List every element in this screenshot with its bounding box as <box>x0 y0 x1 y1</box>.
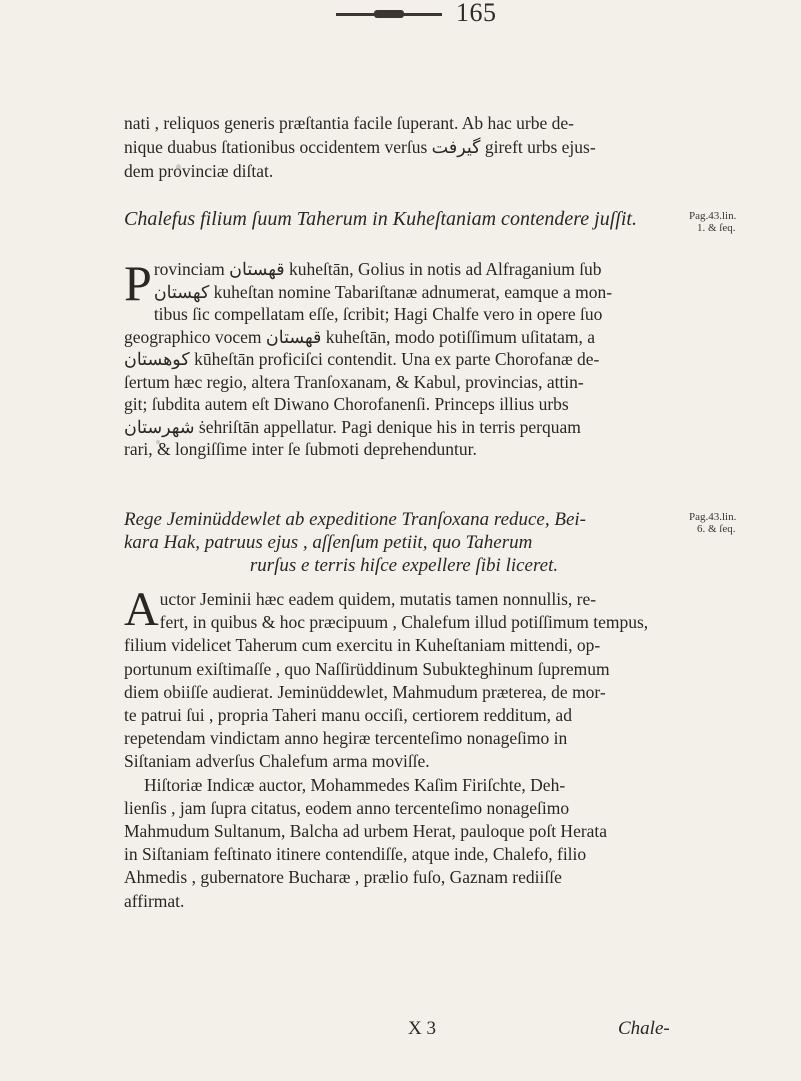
side-note-2: Pag.43.lin. 6. & ſeq. <box>689 511 737 535</box>
paragraph-line: geographico vocem قهستان kuheſtān, modo potiſſimum uſitatam, a <box>124 326 596 347</box>
drop-cap: A <box>124 583 159 636</box>
paragraph-line: nati , reliquos generis præſtantia facile ſuperant. Ab hac urbe de- <box>124 113 574 133</box>
paragraph-line: Siſtaniam adverſus Chalefum arma moviſſe. <box>124 751 430 772</box>
paragraph-line: portunum exiſtimaſſe , quo Naſſirüddinum Subukteghinum ſupremum <box>124 658 610 679</box>
paragraph-line: rovinciam قهستان kuheſtān, Golius in notis ad Alfraganium ſub <box>153 259 602 279</box>
paragraph-line: tibus ſic compellatam eſſe, ſcribit; Hagi Chalfe vero in opere ſuo <box>153 304 603 324</box>
side-note-1: Pag.43.lin. 1. & ſeq. <box>689 210 737 234</box>
paragraph-line: fert, in quibus & hoc præcipuum , Chalefum illud potiſſimum tempus, <box>159 612 649 633</box>
paragraph-line: شهرستان ṡehriſtān appellatur. Pagi denique his in terris perquam <box>124 416 581 437</box>
paragraph-3 <box>124 583 684 913</box>
paragraph-line: Ahmedis , gubernatore Bucharæ , prælio fuſo, Gaznam rediiſſe <box>124 867 562 888</box>
paragraph-2 <box>124 255 684 461</box>
paragraph-line: filium videlicet Taherum cum exercitu in Kuheſtaniam mittendi, op- <box>124 635 601 656</box>
paragraph-line: repetendam vindictam anno hegiræ tercenteſimo nonageſimo in <box>124 728 568 749</box>
catchword: Chale- <box>618 1018 670 1039</box>
paragraph-line: rari, & longiſſime inter ſe ſubmoti deprehenduntur. <box>124 439 477 459</box>
paragraph-line: in Siſtaniam feſtinato itinere contendiſſe, atque inde, Chalefo, filio <box>124 844 587 865</box>
paragraph-line: nique duabus ſtationibus occidentem verſus گيرفت gireft urbs ejus- <box>124 137 596 157</box>
paragraph-line: Hiſtoriæ Indicæ auctor, Mohammedes Kaſim Firiſchte, Deh- <box>144 774 566 795</box>
paragraph-line: git; ſubdita autem eſt Diwano Chorofanenſi. Princeps illius urbs <box>124 394 569 414</box>
ink-speck <box>176 164 181 170</box>
paragraph-line: كهستان kuheſtan nomine Tabariſtanæ adnumerat, eamque a mon- <box>153 281 613 302</box>
page-number: 165 <box>456 0 497 27</box>
paragraph-line: Mahmudum Sultanum, Balcha ad urbem Herat, pauloque poſt Herata <box>124 821 608 842</box>
paragraph-1 <box>124 111 684 183</box>
ink-speck <box>156 440 160 444</box>
signature-mark: X 3 <box>408 1018 436 1039</box>
section-heading-1: Chalefus filium ſuum Taherum in Kuheſtaniam contendere juſſit. <box>124 208 637 230</box>
paragraph-line: affirmat. <box>124 890 185 911</box>
paragraph-line: ſertum hæc regio, altera Tranſoxanam, & Kabul, provincias, attin- <box>124 371 584 392</box>
header-ornament <box>336 10 442 18</box>
paragraph-line: كوهستان kūheſtān proficiſci contendit. Una ex parte Chorofanæ de- <box>124 349 600 369</box>
paragraph-line: lienſis , jam ſupra citatus, eodem anno tercenteſimo nonageſimo <box>124 797 570 818</box>
section-heading-2: Rege Jeminüddewlet ab expeditione Tranſoxana reduce, Bei- kara Hak, patruus ejus , aſſenſum petiit, quo Taherum rurſus e terris hiſce expellere ſibi liceret. <box>124 509 587 576</box>
paragraph-line: uctor Jeminii hæc eadem quidem, mutatis tamen nonnullis, re- <box>159 589 597 609</box>
paragraph-line: te patrui ſui , propria Taheri manu occiſi, certiorem redditum, ad <box>124 705 572 726</box>
drop-cap: P <box>124 255 152 311</box>
paragraph-line: diem obiiſſe audierat. Jeminüddewlet, Mahmudum præterea, de mor- <box>124 681 606 702</box>
paragraph-line: dem provinciæ diſtat. <box>124 161 274 181</box>
